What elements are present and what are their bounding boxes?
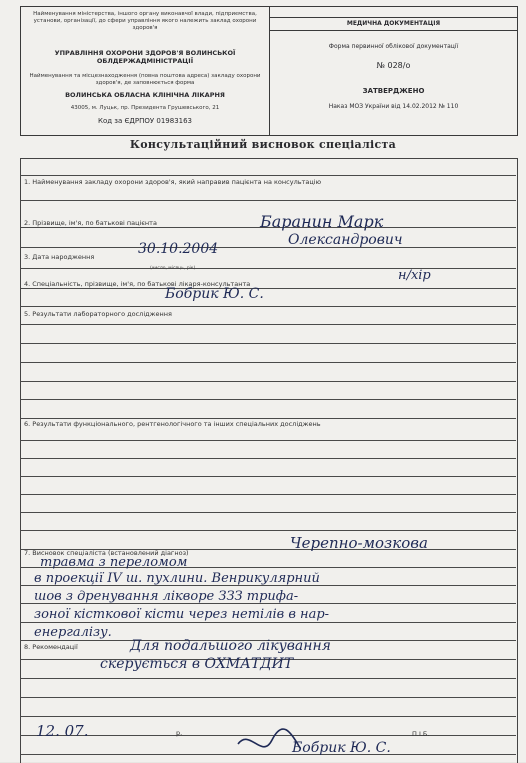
field-7-label: 7. Висновок спеціаліста (встановлений діагноз)	[24, 549, 189, 557]
approved-label: ЗАТВЕРДЖЕНО	[362, 87, 425, 95]
med-doc-label: МЕДИЧНА ДОКУМЕНТАЦІЯ	[270, 17, 517, 31]
recommendation-line: Для подальшого лікування	[130, 638, 331, 654]
pib-label: П.І.Б.	[412, 730, 430, 738]
hospital-address: 43005, м. Луцьк, пр. Президента Грушевського, 21	[70, 105, 220, 111]
order-label: Наказ МОЗ України від 14.02.2012 № 110	[328, 103, 459, 110]
page-title: Консультаційний висновок спеціаліста	[129, 138, 397, 151]
conclusion-line: зоної кісткової кісти через нетілів в нар-	[34, 607, 330, 622]
field-3-label: 3. Дата народження	[24, 253, 95, 261]
field-4-label: 4. Спеціальність, прізвище, ім'я, по батькові лікаря-консультанта	[24, 280, 251, 288]
field-3-sublabel: (число, місяць, рік)	[150, 266, 196, 271]
recommendation-line: скерується в ОХМАТДИТ	[100, 656, 294, 672]
hospital-name: ВОЛИНСЬКА ОБЛАСНА КЛІНІЧНА ЛІКАРНЯ	[65, 91, 225, 99]
signature-name-handwritten: Бобрик Ю. С.	[292, 740, 391, 756]
field-2-label: 2. Прізвище, ім'я, по батькові пацієнта	[24, 219, 157, 227]
conclusion-line: шов з дренування лікворе ЗЗЗ трифа-	[34, 589, 299, 604]
department-name: УПРАВЛІННЯ ОХОРОНИ ЗДОРОВ'Я ВОЛИНСЬКОЇ ОБЛДЕРЖАДМІНІСТРАЦІЇ	[54, 49, 236, 65]
date-year-suffix: р.	[176, 729, 183, 737]
facility-caption: Найменування та місцезнаходження (повна поштова адреса) закладу охорони здоров'я, де заповнюється форма	[29, 73, 261, 86]
field-1-label: 1. Найменування закладу охорони здоров'я, який направив пацієнта на консультацію	[24, 178, 322, 186]
conclusion-line: травма з переломом	[40, 555, 188, 570]
field-6-label: 6. Результати функціонального, рентгенологічного та інших спеціальних досліджень	[24, 420, 321, 428]
specialty-handwritten: н/хір	[398, 268, 431, 283]
date-handwritten: 12. 07.	[36, 722, 89, 740]
edrpou-code: Код за ЄДРПОУ 01983163	[97, 117, 193, 125]
field-8-label: 8. Рекомендації	[24, 643, 78, 651]
form-number: № 028/о	[376, 61, 411, 70]
form-type-label: Форма первинної облікової документації	[328, 43, 459, 50]
birth-date-handwritten: 30.10.2004	[138, 241, 219, 257]
conclusion-line: в проекції IV ш. пухлини. Венрикулярний	[34, 571, 320, 586]
doctor-name-handwritten: Бобрик Ю. С.	[165, 286, 264, 302]
patient-patronymic-handwritten: Олександрович	[288, 232, 403, 248]
field-5-label: 5. Результати лабораторного дослідження	[24, 310, 172, 318]
conclusion-line: Черепно-мозкова	[290, 534, 428, 552]
ministry-caption: Найменування міністерства, іншого органу виконавчої влади, підприємства, установи, організації, до сфери управління якого належить заклад охорони здоров'я	[33, 11, 257, 31]
conclusion-line: енергалізу.	[34, 625, 112, 640]
patient-name-handwritten: Баранин Марк	[260, 212, 384, 231]
